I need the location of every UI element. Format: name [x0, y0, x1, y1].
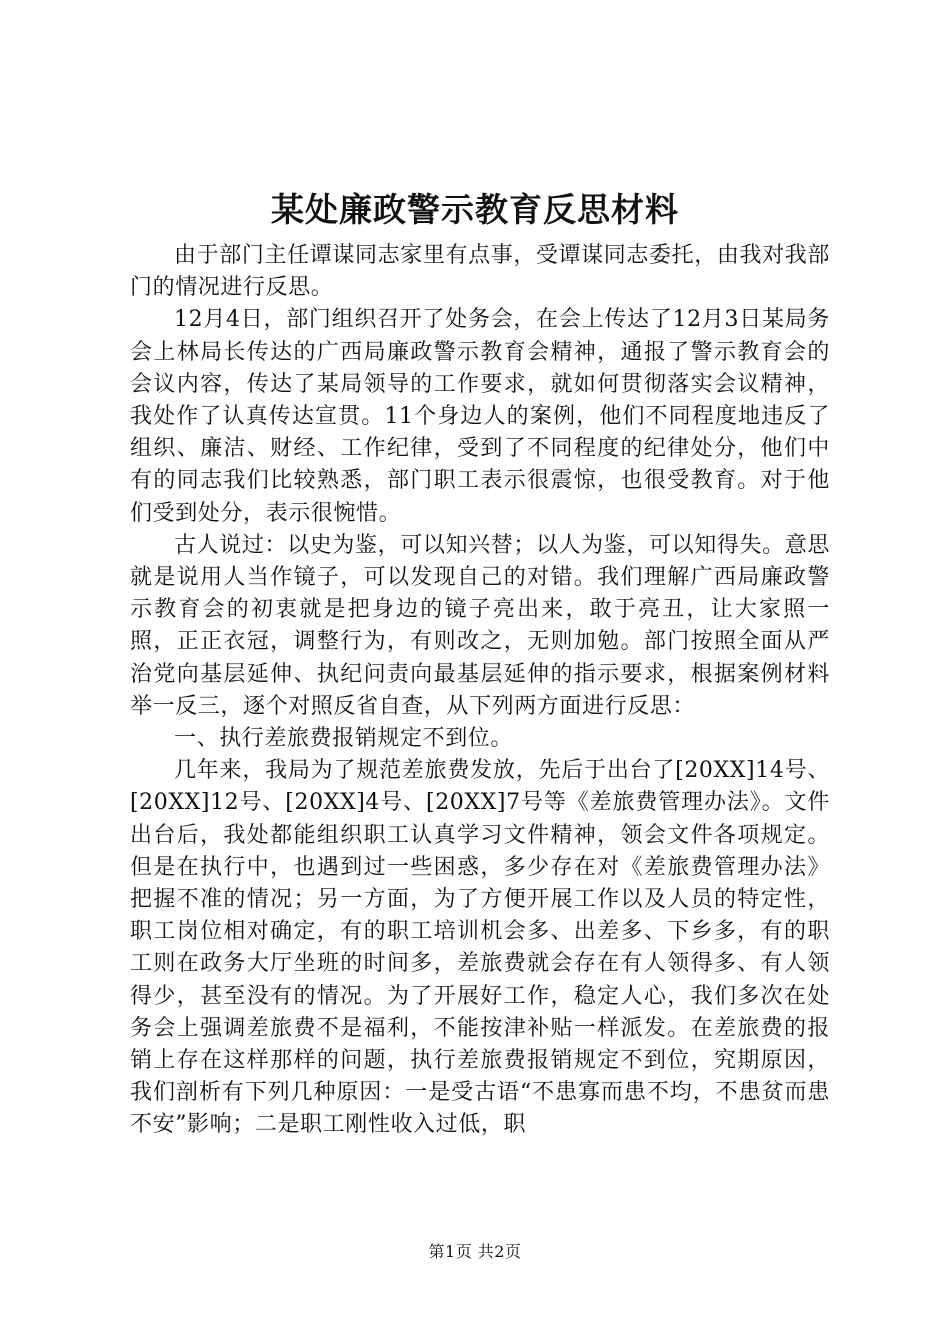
- paragraph-meeting: 12月4日，部门组织召开了处务会，在会上传达了12月3日某局务会上林局长传达的广西局廉政警示教育会精神，通报了警示教育会的会议内容，传达了某局领导的工作要求，就如何贯彻落实会议精神，我处作了认真传达宣贯。11个身边人的案例，他们不同程度地违反了组织、廉洁、财经、工作纪律，受到了不同程度的纪律处分，他们中有的同志我们比较熟悉，部门职工表示很震惊，也很受教育。对于他们受到处分，表示很惋惜。: [130, 307, 830, 526]
- section-heading-1: 一、执行差旅费报销规定不到位。: [174, 726, 514, 752]
- paragraph-intro: 由于部门主任谭谋同志家里有点事，受谭谋同志委托，由我对我部门的情况进行反思。: [130, 243, 830, 301]
- document-title: 某处廉政警示教育反思材料: [271, 190, 679, 229]
- document-body: [130, 240, 830, 1142]
- paragraph-travel-expense: 几年来，我局为了规范差旅费发放，先后于出台了[20XX]14号、[20XX]12号、[20XX]4号、[20XX]7号等《差旅费管理办法》。文件出台后，我处都能组织职工认真学习文件精神，领会文件各项规定。但是在执行中，也遇到过一些困惑，多少存在对《差旅费管理办法》把握不准的情况；另一方面，为了方便开展工作以及人员的特定性，职工岗位相对确定，有的职工培训机会多、出差多、下乡多，有的职工则在政务大厅坐班的时间多，差旅费就会存在有人领得多、有人领得少，甚至没有的情况。为了开展好工作，稳定人心，我们多次在处务会上强调差旅费不是福利，不能按津补贴一样派发。在差旅费的报销上存在这样那样的问题，执行差旅费报销规定不到位，究期原因，我们剖析有下列几种原因：一是受古语“不患寡而患不均，不患贫而患不安”影响；二是职工刚性收入过低，职: [130, 758, 830, 1138]
- page-footer: 第1页 共2页: [428, 1242, 522, 1261]
- paragraph-reflection: 古人说过：以史为鉴，可以知兴替；以人为鉴，可以知得失。意思就是说用人当作镜子，可以发现自己的对错。我们理解广西局廉政警示教育会的初衷就是把身边的镜子亮出来，敢于亮丑，让大家照一照，正正衣冠，调整行为，有则改之，无则加勉。部门按照全面从严治党向基层延伸、执纪问责向最基层延伸的指示要求，根据案例材料举一反三，逐个对照反省自查，从下列两方面进行反思：: [130, 532, 830, 719]
